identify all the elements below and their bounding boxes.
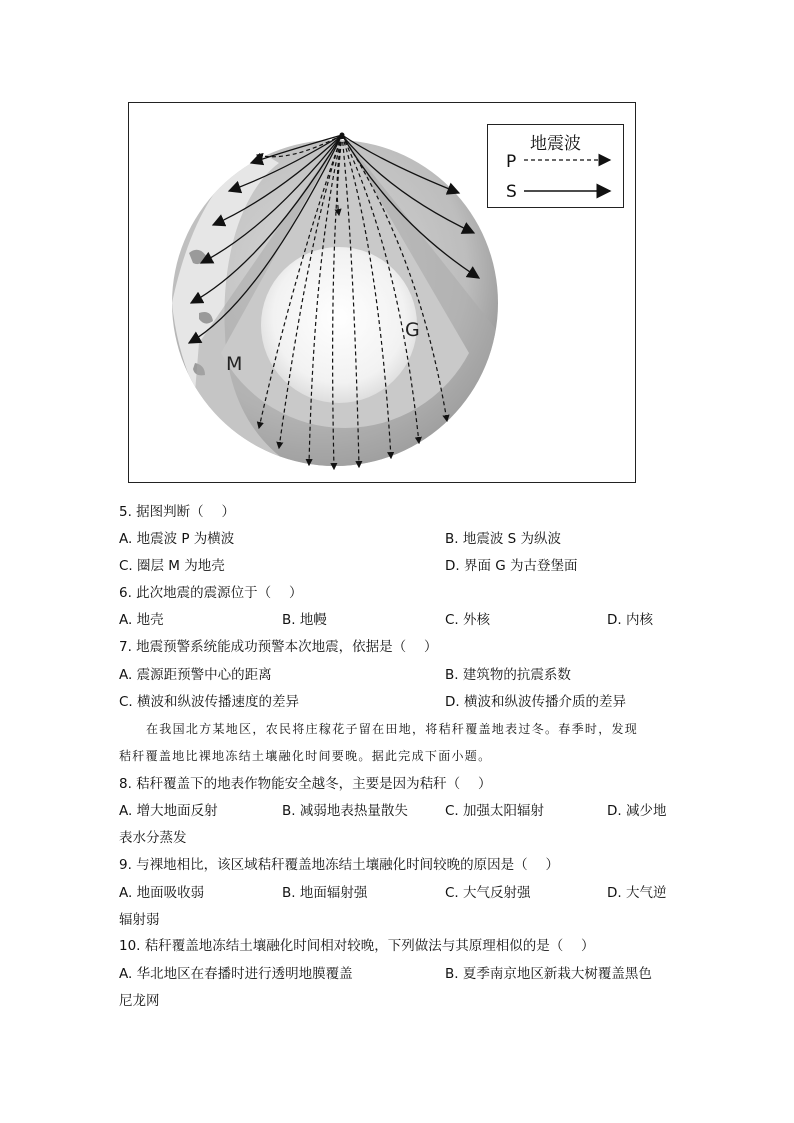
q8-option-d-cont: 表水分蒸发 — [119, 830, 187, 846]
seismic-wave-figure — [128, 102, 636, 483]
legend-arrows — [488, 125, 625, 209]
q5-option-d: D. 界面 G 为古登堡面 — [445, 558, 578, 574]
q8-option-b: B. 减弱地表热量散失 — [282, 803, 408, 819]
q7-option-d: D. 横波和纵波传播介质的差异 — [445, 694, 626, 710]
q7-option-a: A. 震源距预警中心的距离 — [119, 667, 272, 683]
q8-option-c: C. 加强太阳辐射 — [445, 803, 545, 819]
q6-stem: 6. 此次地震的震源位于（ ） — [119, 585, 303, 601]
q9-option-d-cont: 辐射弱 — [119, 912, 160, 928]
q7-option-c: C. 横波和纵波传播速度的差异 — [119, 694, 300, 710]
q6-option-b: B. 地幔 — [282, 612, 327, 628]
q9-option-b: B. 地面辐射强 — [282, 885, 368, 901]
q10-option-b: B. 夏季南京地区新栽大树覆盖黑色 — [445, 966, 652, 982]
q9-option-d: D. 大气逆 — [607, 885, 667, 901]
q8-option-d: D. 减少地 — [607, 803, 667, 819]
q10-stem: 10. 秸秆覆盖地冻结土壤融化时间相对较晚，下列做法与其原理相似的是（ ） — [119, 938, 595, 954]
q5-option-b: B. 地震波 S 为纵波 — [445, 531, 561, 547]
q10-option-b-cont: 尼龙网 — [119, 993, 160, 1009]
legend-title: 地震波 — [530, 134, 581, 154]
legend-s-label: S — [506, 182, 517, 202]
q6-option-a: A. 地壳 — [119, 612, 164, 628]
layer-m-label: M — [226, 353, 243, 375]
q8-stem: 8. 秸秆覆盖下的地表作物能安全越冬，主要是因为秸秆（ ） — [119, 776, 492, 792]
q5-stem: 5. 据图判断（ ） — [119, 504, 235, 520]
q9-option-c: C. 大气反射强 — [445, 885, 531, 901]
q5-option-c: C. 圈层 M 为地壳 — [119, 558, 225, 574]
q9-option-a: A. 地面吸收弱 — [119, 885, 205, 901]
legend-p-label: P — [506, 152, 517, 172]
legend-box — [487, 124, 624, 208]
q9-stem: 9. 与裸地相比，该区域秸秆覆盖地冻结土壤融化时间较晚的原因是（ ） — [119, 857, 559, 873]
interface-g-label: G — [405, 319, 420, 341]
q5-option-a: A. 地震波 P 为横波 — [119, 531, 235, 547]
q7-stem: 7. 地震预警系统能成功预警本次地震，依据是（ ） — [119, 639, 438, 655]
epicenter-point — [340, 133, 345, 138]
q10-option-a: A. 华北地区在春播时进行透明地膜覆盖 — [119, 966, 353, 982]
passage-line-2: 秸秆覆盖地比裸地冻结土壤融化时间要晚。据此完成下面小题。 — [119, 749, 492, 763]
q6-option-d: D. 内核 — [607, 612, 653, 628]
q8-option-a: A. 增大地面反射 — [119, 803, 218, 819]
passage-line-1: 在我国北方某地区，农民将庄稼花子留在田地，将秸秆覆盖地表过冬。春季时，发现 — [146, 722, 639, 736]
q6-option-c: C. 外核 — [445, 612, 491, 628]
q7-option-b: B. 建筑物的抗震系数 — [445, 667, 571, 683]
